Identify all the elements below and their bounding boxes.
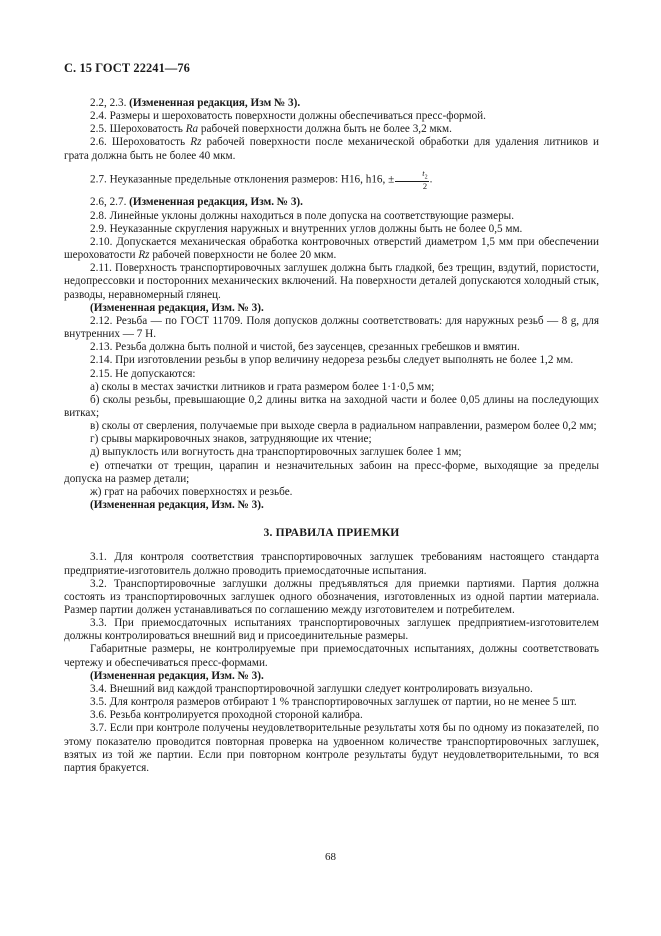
fraction-numerator: t	[422, 167, 425, 178]
list-item-b: б) сколы резьбы, превышающие 0,2 длины витка на заходной части и более 0,05 длины на последующих витках;	[64, 393, 599, 419]
paragraph-2-6b	[64, 196, 599, 209]
list-item-zh: ж) грат на рабочих поверхностях и резьбе.	[90, 485, 293, 498]
page-number: 68	[325, 851, 336, 863]
amendment-note-2-15: (Измененная редакция, Изм. № 3).	[90, 499, 264, 512]
paragraph-3-7: 3.7. Если при контроле получены неудовлетворительные результаты хотя бы по одному из показателей, по этому показателю проводится повторная проверка на удвоенном количестве транспортировочных заглушек, взятых из той же партии. Если при повторном контроле результаты будут неудовлетворительными, то вся партия бракуется.	[64, 722, 599, 774]
paragraph-2-6	[64, 136, 599, 162]
paragraph-2-5	[64, 123, 599, 136]
list-item-a: а) сколы в местах зачистки литников и грата размером более 1·1·0,5 мм;	[90, 380, 435, 393]
paragraph-2-4: 2.4. Размеры и шероховатость поверхности должны обеспечиваться пресс-формой.	[90, 110, 486, 123]
paragraph-3-6: 3.6. Резьба контролируется проходной стороной калибра.	[90, 709, 363, 722]
paragraph-3-3b: Габаритные размеры, не контролируемые при приемосдаточных испытаниях, должны соответствовать чертежу и обеспечиваться пресс-формами.	[64, 643, 599, 669]
text-part: рабочей поверхности после механической обработки для удаления литников и грата должна быть не более 40 мкм.	[64, 136, 599, 162]
paragraph-2-12: 2.12. Резьба — по ГОСТ 11709. Поля допусков должны соответствовать: для наружных резьб — 8 g, для внутренних — 7 H.	[64, 314, 599, 341]
paragraph-2-8: 2.8. Линейные уклоны должны находиться в поле допуска на соответствующие размеры.	[90, 209, 514, 222]
amendment-note: (Измененная редакция, Изм. № 3).	[129, 196, 303, 209]
roughness-symbol: Ra	[185, 123, 199, 136]
amendment-note-2-11: (Измененная редакция, Изм. № 3).	[90, 301, 264, 314]
paragraph-3-2: 3.2. Транспортировочные заглушки должны предъявляться для приемки партиями. Партия должна состоять из транспортировочных заглушек одного обозначения, изготовленных из одной партии материала. Размер партии должен устанавливаться по соглашению между изготовителем и потребителем.	[64, 577, 599, 616]
text-part: рабочей поверхности должна быть не более 3,2 мкм.	[198, 123, 452, 136]
list-item-e: е) отпечатки от трещин, царапин и незначительных забоин на пресс-форме, выходящие за пределы допуска на размер детали;	[64, 459, 599, 485]
paragraph-2-2	[64, 97, 599, 110]
clause-number: 2.6, 2.7.	[90, 196, 130, 209]
text-part: .	[429, 173, 433, 186]
fraction-denominator: 2	[422, 181, 428, 192]
tolerance-fraction	[395, 169, 428, 191]
paragraph-3-5: 3.5. Для контроля размеров отбирают 1 % транспортировочных заглушек от партии, но не менее 5 шт.	[90, 696, 577, 709]
paragraph-3-3: 3.3. При приемосдаточных испытаниях транспортировочных заглушек предприятием-изготовителем должны контролироваться внешний вид и присоединительные размеры.	[64, 617, 599, 643]
roughness-symbol: Rz	[138, 249, 150, 262]
fraction-subscript: 2	[424, 174, 428, 181]
amendment-note-3-3: (Измененная редакция, Изм. № 3).	[90, 669, 264, 682]
paragraph-3-1: 3.1. Для контроля соответствия транспортировочных заглушек требованиям настоящего стандарта предприятие-изготовитель должно проводить приемосдаточные испытания.	[64, 551, 599, 577]
paragraph-2-13: 2.13. Резьба должна быть полной и чистой, без заусенцев, срезанных гребешков и вмятин.	[90, 341, 520, 354]
list-item-v: в) сколы от сверления, получаемые при выходе сверла в радиальном направлении, размером более 0,2 мм;	[90, 420, 597, 433]
list-item-g: г) срывы маркировочных знаков, затрудняющие их чтение;	[90, 433, 372, 446]
text-part: 2.6. Шероховатость	[90, 136, 191, 149]
page-header: С. 15 ГОСТ 22241—76	[64, 61, 190, 75]
paragraph-2-11: 2.11. Поверхность транспортировочных заглушек должна быть гладкой, без трещин, вздутий, пористости, недопрессовки и посторонних механических включений. На поверхности деталей допускаются холодный стык, разводы, неравномерный глянец.	[64, 262, 599, 301]
list-item-d: д) выпуклость или вогнутость дна транспортировочных заглушек более 1 мм;	[90, 446, 462, 459]
document-body	[64, 97, 599, 775]
paragraph-3-4: 3.4. Внешний вид каждой транспортировочной заглушки следует контролировать визуально.	[90, 682, 533, 695]
roughness-symbol: Rz	[190, 136, 202, 149]
paragraph-2-9: 2.9. Неуказанные скругления наружных и внутренних углов должны быть не более 0,5 мм.	[90, 222, 523, 235]
amendment-note: (Измененная редакция, Изм № 3).	[129, 97, 301, 109]
text-part: рабочей поверхности не более 20 мкм.	[149, 249, 337, 262]
text-part: 2.10. Допускается механическая обработка контровочных отверстий диаметром 1,5 мм при обеспечении шероховатости	[64, 235, 599, 262]
section-title: 3. ПРАВИЛА ПРИЕМКИ	[263, 526, 400, 540]
paragraph-2-7	[64, 169, 599, 191]
paragraph-2-10	[64, 236, 599, 262]
text-part: 2.5. Шероховатость	[90, 123, 186, 136]
clause-number: 2.2, 2.3.	[90, 97, 130, 109]
text-part: 2.7. Неуказанные предельные отклонения размеров: H16, h16, ±	[90, 173, 395, 186]
paragraph-2-15: 2.15. Не допускаются:	[90, 367, 196, 380]
paragraph-2-14: 2.14. При изготовлении резьбы в упор величину недореза резьбы следует выполнять не более 1,2 мм.	[90, 354, 574, 367]
